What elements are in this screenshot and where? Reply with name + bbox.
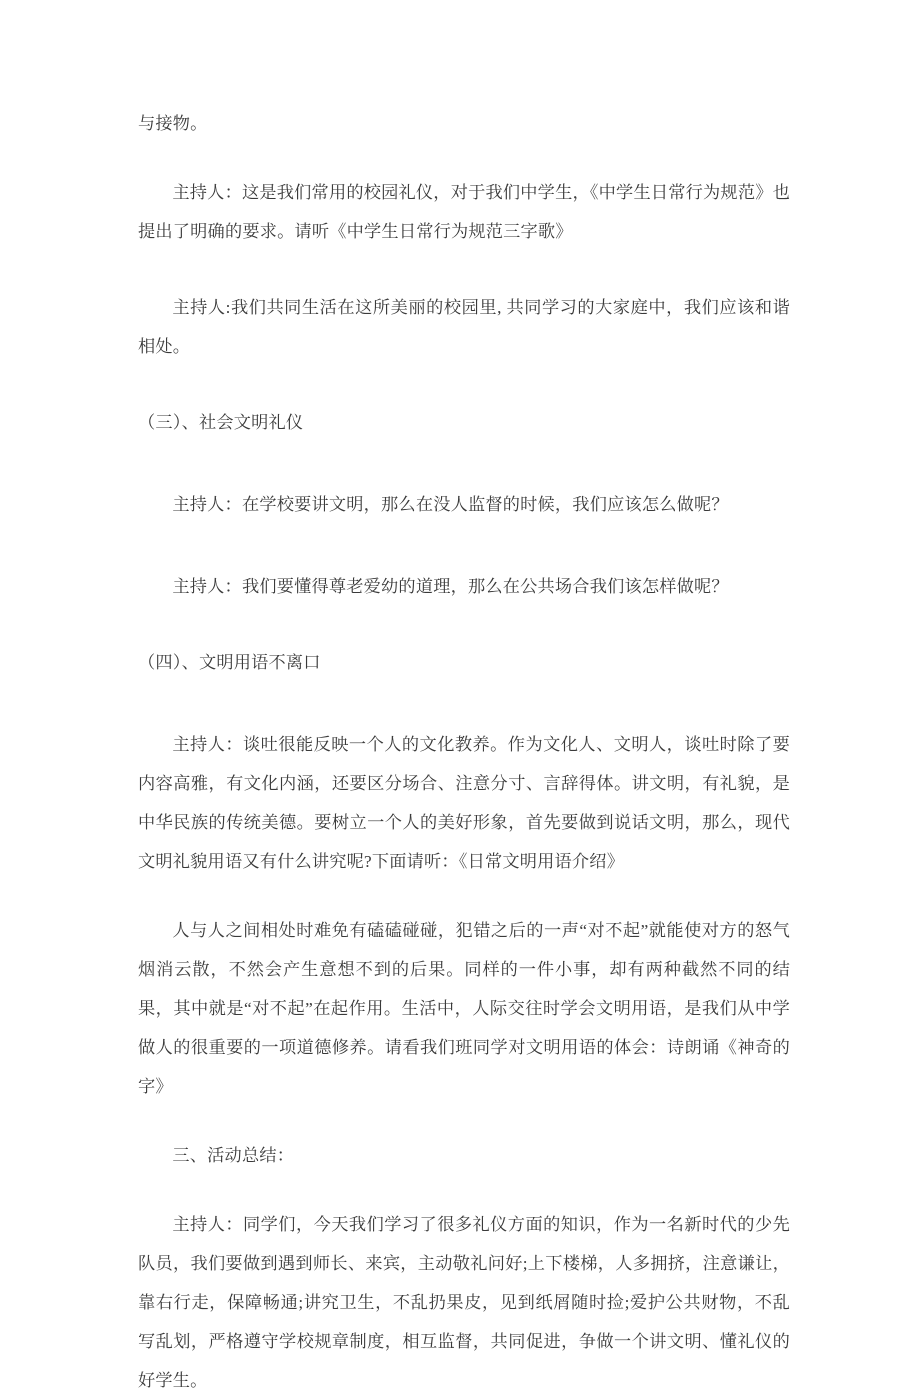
spacer (138, 545, 790, 567)
spacer (138, 463, 790, 485)
paragraph-host-question-public-places: 主持人：我们要懂得尊老爱幼的道理，那么在公共场合我们该怎样做呢？ (172, 577, 729, 596)
paragraph-host-question-unsupervised: 主持人：在学校要讲文明，那么在没人监督的时候，我们应该怎么做呢？ (172, 495, 729, 514)
section-heading-polite-language: （四）、文明用语不离口 (138, 653, 321, 672)
spacer (138, 1127, 790, 1136)
section-heading-social-etiquette: （三）、社会文明礼仪 (138, 413, 304, 432)
section-heading-activity-summary: 三、活动总结： (172, 1146, 295, 1165)
spacer (138, 387, 790, 403)
spacer (138, 627, 790, 643)
spacer (138, 1196, 790, 1205)
spacer (138, 272, 790, 288)
paragraph-host-speech-cultivation: 主持人：谈吐很能反映一个人的文化教养。作为文化人、文明人，谈吐时除了要内容高雅，有文化内涵，还要区分场合、注意分寸、言辞得体。讲文明，有礼貌，是中华民族的传统美德。要树立一个人的美好形象，首先要做到说话文明，那么，现代文明礼貌用语又有什么讲究呢?下面请听：《日常文明用语介绍》 (138, 735, 790, 871)
paragraph-host-closing-summary: 主持人：同学们，今天我们学习了很多礼仪方面的知识，作为一名新时代的少先队员，我们要做到遇到师长、来宾，主动敬礼问好;上下楼梯，人多拥挤，注意谦让，靠右行走，保障畅通;讲究卫生，不乱扔果皮，见到纸屑随时捡;爱护公共财物，不乱写乱划，严格遵守学校规章制度，相互监督，共同促进，争做一个讲文明、懂礼仪的好学生。 (138, 1215, 790, 1390)
paragraph-continuation: 与接物。 (138, 114, 208, 133)
paragraph-sorry-anecdote: 人与人之间相处时难免有磕磕碰碰，犯错之后的一声“对不起”就能使对方的怒气烟消云散，不然会产生意想不到的后果。同样的一件小事，却有两种截然不同的结果，其中就是“对不起”在起作用。生活中，人际交往时学会文明用语，是我们从中学做人的很重要的一项道德修养。请看我们班同学对文明用语的体会：诗朗诵《神奇的字》 (138, 921, 790, 1096)
spacer (138, 703, 790, 725)
spacer (138, 164, 790, 173)
document-body (138, 104, 790, 1400)
spacer (138, 902, 790, 911)
paragraph-host-harmony: 主持人:我们共同生活在这所美丽的校园里, 共同学习的大家庭中，我们应该和谐相处。 (138, 298, 790, 356)
paragraph-host-school-etiquette: 主持人：这是我们常用的校园礼仪，对于我们中学生，《中学生日常行为规范》也提出了明确的要求。请听《中学生日常行为规范三字歌》 (138, 183, 790, 241)
